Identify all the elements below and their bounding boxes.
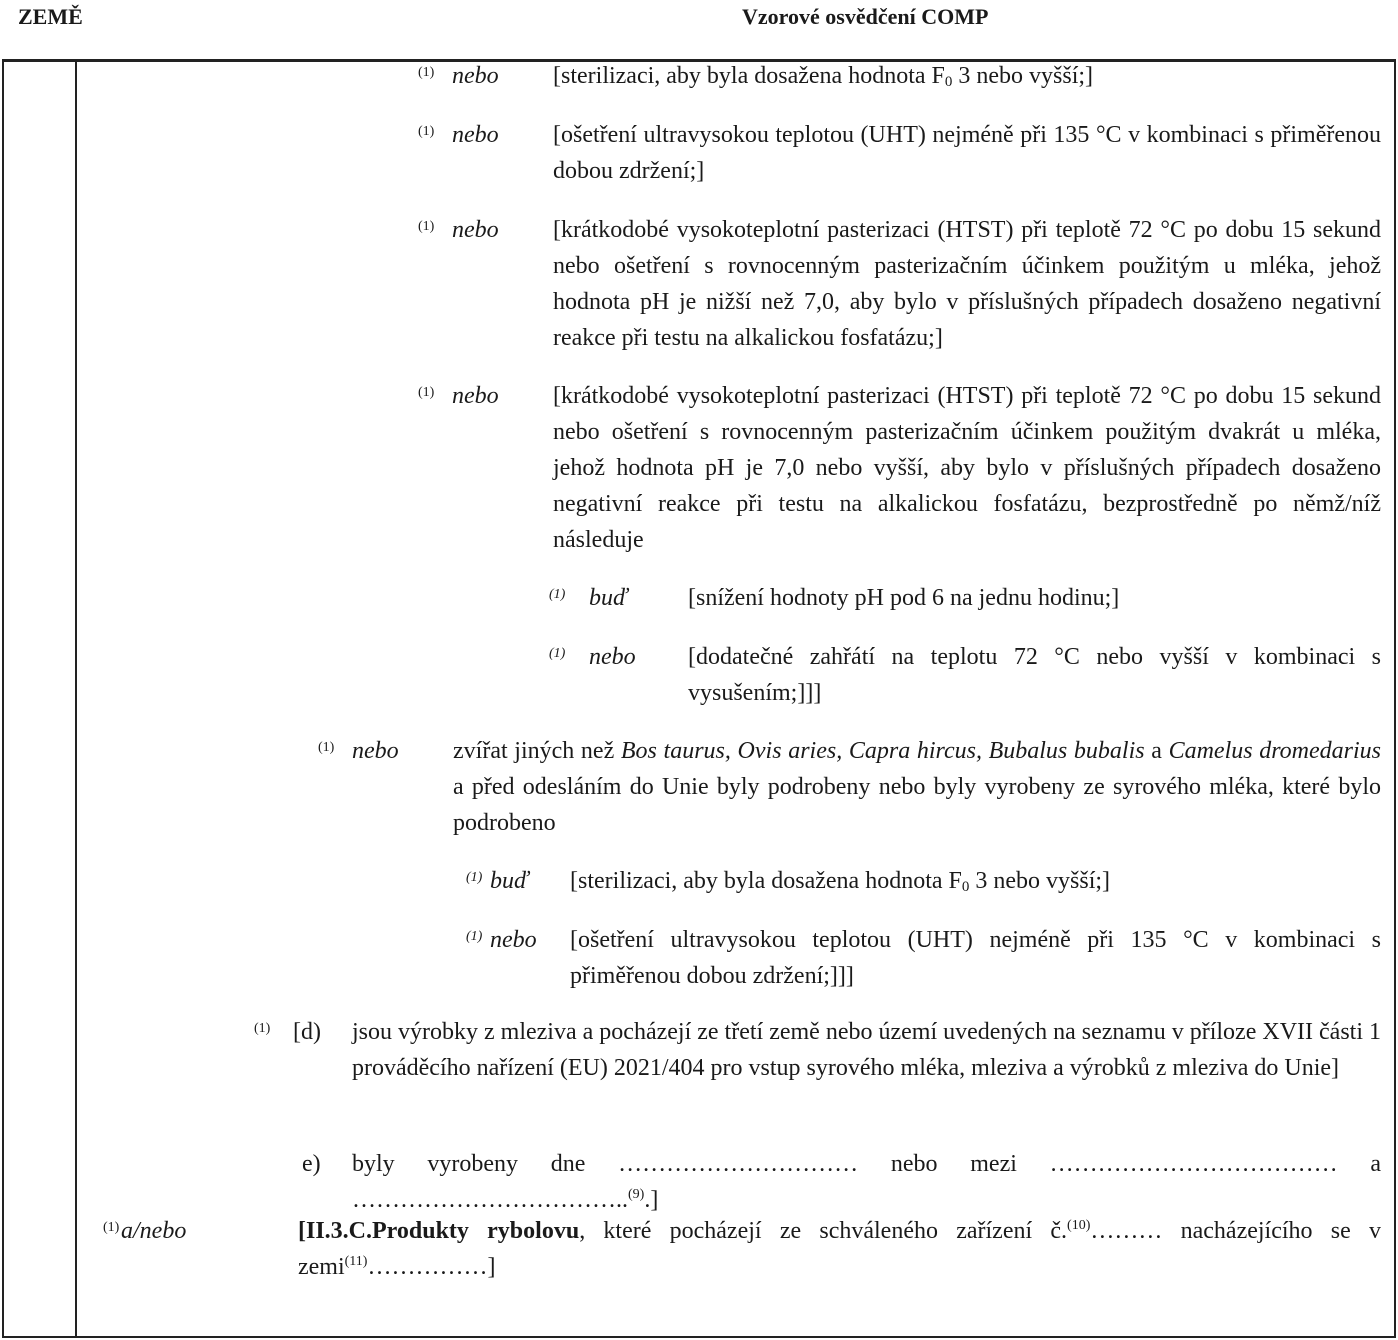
nebo-label: nebo [452,122,499,148]
nebo-label: nebo [452,217,499,243]
note-marker: (1) [466,870,483,885]
bud-label: buď [490,868,529,894]
nebo-label: nebo [452,63,499,89]
note-marker: (1) [418,65,435,80]
item-ph-reduction: [snížení hodnoty pH pod 6 na jednu hodinu;] [688,585,1120,611]
item-sterilization: [sterilizaci, aby byla dosažena hodnota $F_0$ 3 nebo vyšší;] [553,63,1094,90]
fishery-products-section: [II.3.C.Produkty rybolovu, které pocházejí ze schváleného zařízení č.$^{(10)}$……… nacházejícího se v zemi$^{(11)}$……………] [298,1218,1382,1280]
a-nebo-label: a/nebo [121,1218,187,1244]
point-d-label: [d) [293,1019,321,1045]
item-htst-high-ph: [krátkodobé vysokoteplotní pasterizaci (HTST) při teplotě 72 °C po dobu 15 sekund nebo ošetření s rovnocenným pasterizačním účinkem použitým dvakrát u mléka, jehož hodnota pH je 7,0 nebo vyšší, aby bylo v příslušných případech dosaženo negativní reakce při testu na alkalickou fosfatázu, bezprostředně po němž/níž následuje [553,383,1381,553]
item-uht: [ošetření ultravysokou teplotou (UHT) nejméně při 135 °C v kombinaci s přiměřenou dobou zdržení;] [553,122,1381,184]
point-e-production-date: byly vyrobeny dne ………………………… nebo mezi ……………………………… a ……………………………..$^{(9)}$.] [352,1151,1381,1213]
item-other-sterilization: [sterilizaci, aby byla dosažena hodnota $F_0$ 3 nebo vyšší;] [570,868,1111,895]
note-marker: (1) [418,385,435,400]
item-other-uht: [ošetření ultravysokou teplotou (UHT) nejméně při 135 °C v kombinaci s přiměřenou dobou zdržení;]]] [570,927,1381,989]
note-marker: (1) [549,646,566,661]
point-d-colostrum: jsou výrobky z mleziva a pocházejí ze třetí země nebo území uvedených na seznamu v příloze XVII části 1 prováděcího nařízení (EU) 2021/404 pro vstup syrového mléka, mleziva a výrobků z mleziva do Unie] [352,1019,1381,1081]
point-e-label: e) [302,1151,321,1177]
nebo-label: nebo [490,927,537,953]
note-marker: (1) [466,929,483,944]
nebo-label: nebo [589,644,636,670]
item-additional-heating: [dodatečné zahřátí na teplotu 72 °C nebo vyšší v kombinaci s vysušením;]]] [688,644,1381,706]
header-country: ZEMĚ [18,4,83,29]
header-title: Vzorové osvědčení COMP [742,4,989,29]
table-column-divider [75,59,77,1338]
note-marker: (1) [418,124,435,139]
note-marker: (1) [254,1021,271,1036]
nebo-label: nebo [452,383,499,409]
item-htst-low-ph: [krátkodobé vysokoteplotní pasterizaci (HTST) při teplotě 72 °C po dobu 15 sekund nebo ošetření s rovnocenným pasterizačním účinkem použitým u mléka, jehož hodnota pH je nižší než 7,0, aby bylo v příslušných případech dosaženo negativní reakce při testu na alkalickou fosfatázu;] [553,217,1381,351]
note-marker: (1) [418,219,435,234]
note-marker: (1) [103,1220,120,1235]
note-marker: (1) [549,587,566,602]
bud-label: buď [589,585,628,611]
item-other-animals: zvířat jiných než Bos taurus, Ovis aries, Capra hircus, Bubalus bubalis a Camelus dromedarius a před odesláním do Unie byly podrobeny nebo byly vyrobeny ze syrového mléka, které bylo podrobeno [453,738,1382,836]
nebo-label: nebo [352,738,399,764]
note-marker: (1) [318,740,335,755]
